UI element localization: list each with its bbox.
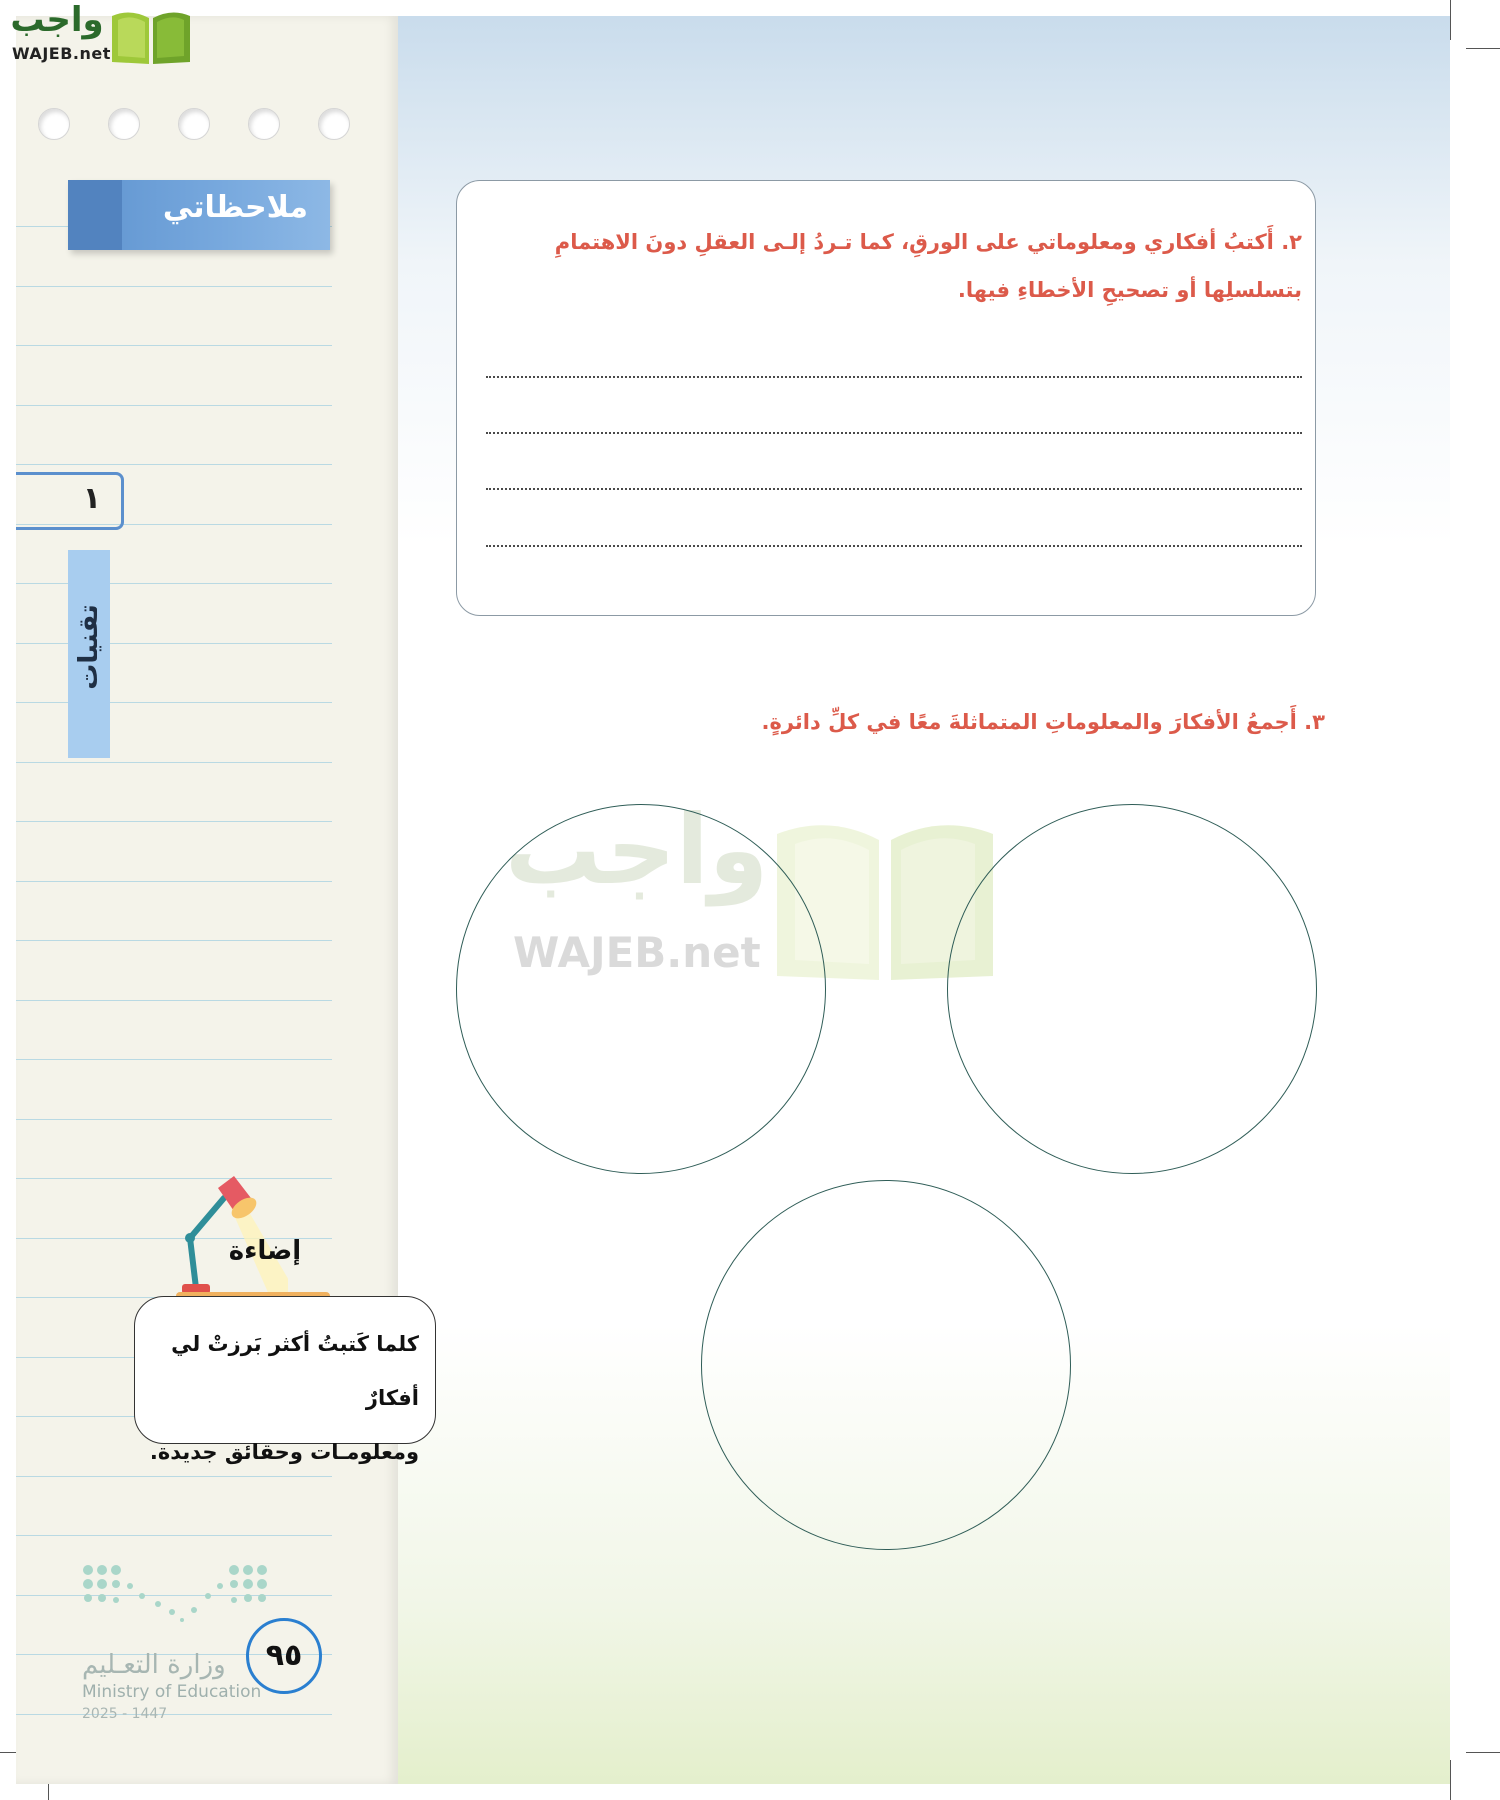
tip-box bbox=[134, 1296, 436, 1464]
notes-banner bbox=[68, 180, 330, 250]
ruled-line bbox=[16, 405, 332, 406]
unit-number: ١ bbox=[82, 481, 101, 516]
ruled-line bbox=[16, 1059, 332, 1060]
ruled-line bbox=[16, 1119, 332, 1120]
ruled-line bbox=[16, 762, 332, 763]
unit-label: تقنيات bbox=[74, 604, 104, 690]
ruled-line bbox=[16, 940, 332, 941]
question-2-line-1: ٢. أَكتبُ أفكاري ومعلوماتي على الورقِ، كما تـردُ إلـى العقلِ دونَ الاهتمامِ bbox=[554, 230, 1302, 254]
idea-circle[interactable] bbox=[456, 804, 826, 1174]
question-2-text bbox=[472, 218, 1302, 314]
ruled-line bbox=[16, 702, 332, 703]
binder-hole bbox=[108, 108, 140, 140]
crop-mark bbox=[1466, 48, 1500, 49]
ruled-line bbox=[16, 345, 332, 346]
answer-line[interactable] bbox=[486, 545, 1302, 547]
answer-line[interactable] bbox=[486, 432, 1302, 434]
ruled-line bbox=[16, 583, 332, 584]
ministry-name-ar: وزارة التعـليم bbox=[82, 1650, 226, 1680]
crop-mark bbox=[1466, 1752, 1500, 1753]
binder-hole bbox=[38, 108, 70, 140]
question-2-line-2: بتسلسلِها أو تصحيحِ الأخطاءِ فيها. bbox=[957, 278, 1302, 302]
ministry-name-en: Ministry of Education bbox=[82, 1682, 262, 1702]
tip-title: إضاءة bbox=[228, 1236, 302, 1266]
logo-text-en: WAJEB.net bbox=[12, 44, 111, 63]
question-3-text: ٣. أَجمعُ الأفكارَ والمعلوماتِ المتماثلةَ معًا في كلِّ دائرةٍ. bbox=[761, 710, 1325, 734]
crop-mark bbox=[1450, 0, 1451, 40]
ruled-line bbox=[16, 1535, 332, 1536]
tip-line-2: ومعلومـات وحقائق جديدة. bbox=[149, 1440, 419, 1464]
binder-hole bbox=[318, 108, 350, 140]
unit-number-box bbox=[16, 472, 124, 530]
desk-lamp-icon bbox=[178, 1166, 288, 1298]
idea-circle[interactable] bbox=[947, 804, 1317, 1174]
watermark-text-ar: واجب bbox=[505, 794, 769, 906]
crop-mark bbox=[1450, 1760, 1451, 1800]
ruled-line bbox=[16, 643, 332, 644]
ruled-line bbox=[16, 286, 332, 287]
answer-line[interactable] bbox=[486, 488, 1302, 490]
ruled-line bbox=[16, 821, 332, 822]
binder-hole bbox=[178, 108, 210, 140]
ruled-line bbox=[16, 464, 332, 465]
banner-tab bbox=[68, 180, 122, 250]
notes-sidebar bbox=[16, 16, 398, 1784]
tip-line-1: كلما كَتبتُ أكثر بَرزتْ لي أفكارٌ bbox=[171, 1332, 419, 1410]
wajeb-logo[interactable] bbox=[8, 0, 190, 68]
ruled-line bbox=[16, 1000, 332, 1001]
book-icon bbox=[108, 4, 194, 66]
ministry-dots-icon bbox=[82, 1562, 268, 1632]
unit-tab bbox=[68, 550, 110, 758]
idea-circle[interactable] bbox=[701, 1180, 1071, 1550]
watermark-text-en: WAJEB.net bbox=[513, 928, 761, 977]
page-number: ٩٥ bbox=[246, 1618, 322, 1694]
logo-text-ar: واجب bbox=[10, 0, 104, 40]
answer-line[interactable] bbox=[486, 376, 1302, 378]
notes-title: ملاحظاتي bbox=[162, 190, 308, 225]
ruled-line bbox=[16, 881, 332, 882]
binder-hole bbox=[248, 108, 280, 140]
ministry-year: 2025 - 1447 bbox=[82, 1706, 168, 1722]
